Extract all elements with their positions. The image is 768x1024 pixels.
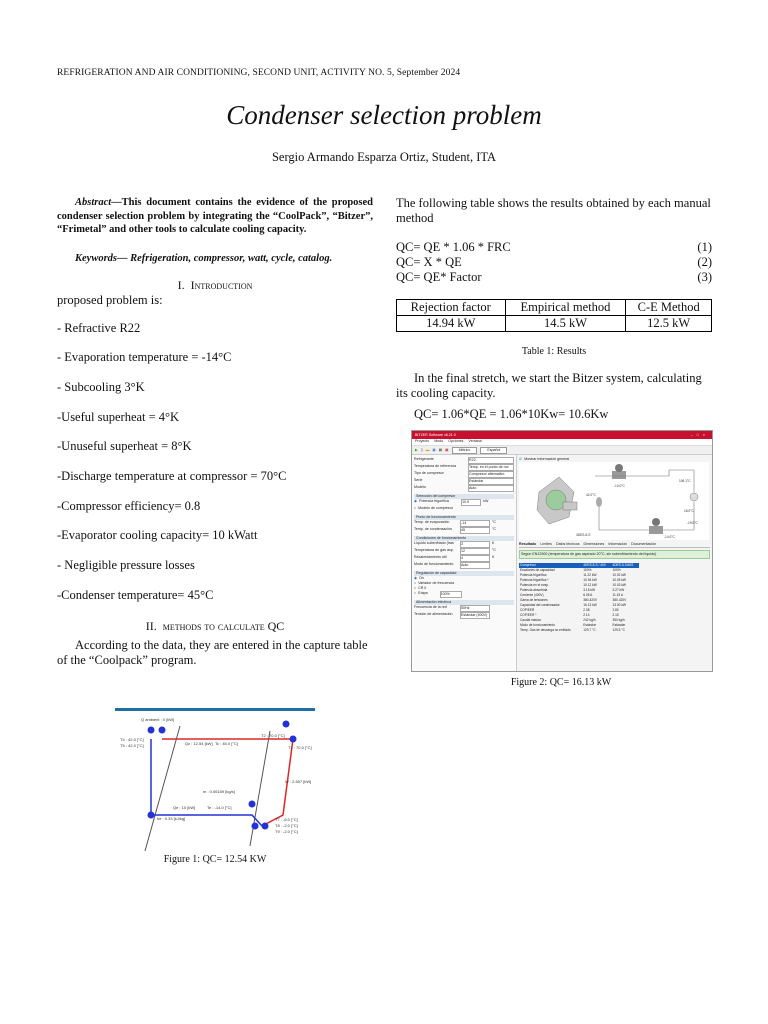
figure-2-bitzer-screenshot [411, 430, 713, 672]
result-note: Según EN12900 (temperatura de gas aspirado 20°C, sin subenfriamiento del líquido) [519, 550, 710, 559]
print-icon[interactable]: ▤ [438, 447, 443, 452]
table-cell: 380-420V [583, 598, 598, 602]
table-cell: COP/EER [520, 608, 535, 612]
field-row [414, 464, 514, 471]
label-tc: Tc : 45.0 [°C] [215, 741, 238, 746]
problem-item: -Unuseful superheat = 8°K [57, 439, 192, 454]
table-cell: 100% [583, 568, 592, 572]
table-row [519, 628, 639, 633]
table-cell: 10.03 kW [612, 583, 626, 587]
table-cell: Potencia absorbida [520, 588, 548, 592]
evaporator-icon [649, 526, 663, 534]
state-point-marker [252, 823, 259, 830]
run-icon[interactable]: ▶ [415, 447, 418, 452]
menu-bar [412, 439, 712, 446]
table-cell: Potencia frigorífica [520, 573, 547, 577]
table-header-cell: 4DES-5-S/40S [612, 563, 634, 567]
menu-item[interactable]: Ventana [468, 439, 482, 443]
problem-item: -Useful superheat = 4°K [57, 409, 180, 424]
group-header-compressor-selection: Selección del compresor [414, 494, 514, 499]
group-header-capacity-control: Regulación de capacidad [414, 571, 514, 576]
table-cell: Gama de tensiones [520, 598, 548, 602]
paper-title: Condenser selection problem [226, 100, 542, 130]
field-input[interactable]: Auto [460, 562, 490, 569]
intro-text: proposed problem is: [57, 292, 163, 307]
tab-2[interactable]: Datos técnicos [555, 542, 580, 546]
authors: Sergio Armando Esparza Ortiz, Student, ITA [271, 150, 497, 164]
result-tabs [519, 542, 710, 548]
open-icon[interactable]: ▬ [425, 447, 430, 452]
field-row [414, 548, 514, 555]
section-title: methods to calculate QC [162, 618, 285, 633]
radio-checked-icon[interactable]: ◉ [414, 576, 418, 580]
cycle-high-side [162, 739, 293, 826]
field-row [414, 605, 514, 612]
problem-item: - Evaporation temperature = -14°C [57, 350, 232, 365]
tab-3[interactable]: Dimensiones [583, 542, 605, 546]
results-table [396, 299, 712, 332]
table-cell: Escalones de capacidad [520, 568, 555, 572]
pdf-icon[interactable]: ▦ [445, 447, 449, 452]
state-point-marker [290, 736, 297, 743]
condenser-icon [612, 471, 626, 479]
power-fields [414, 605, 514, 619]
table-cell: 11.22 kW [583, 573, 597, 577]
table-cell: 3.15 kW [583, 588, 595, 592]
keywords-label: Keywords [75, 252, 117, 264]
table-cell: Potencia frigorífica * [520, 578, 549, 582]
field-label: Serie [414, 478, 423, 482]
label-t9: T9 : -2.0 [°C] [275, 829, 298, 834]
field-unit: °C [492, 548, 497, 552]
field-select[interactable]: R22 [468, 457, 514, 464]
problem-item: -Condenser temperature= 45°C [57, 587, 214, 602]
label-he: he : 0.33 [kJ/kg] [157, 816, 186, 821]
radio-row-capacity[interactable] [414, 499, 514, 506]
diagram-label-t6: -19.0°C [687, 521, 698, 525]
table-header-cell: Compresor [520, 563, 536, 567]
language-select[interactable]: Español [480, 447, 507, 454]
table-cell: 3.27 kW [612, 588, 625, 592]
tab-5[interactable]: Documentación [631, 542, 657, 546]
field-label: Tipo de compresor [414, 471, 444, 475]
field-unit: °C [492, 520, 497, 524]
group-header-power-supply: Alimentación eléctrica [414, 600, 514, 605]
radio-label: On [419, 576, 424, 580]
section-heading-1 [57, 278, 373, 293]
problem-item: -Compressor efficiency= 0.8 [57, 498, 201, 513]
window-controls [691, 433, 709, 438]
table-cell: 10.05 kW [612, 578, 626, 582]
field-input[interactable]: 50Hz [460, 605, 490, 612]
table-cell: COP/EER * [520, 613, 537, 617]
field-label: Modelo [414, 485, 426, 489]
table-cell: 350 kg/h [612, 618, 625, 622]
menu-item[interactable]: Proyecto [415, 439, 430, 443]
units-select[interactable]: Métrico [452, 447, 478, 454]
problem-item: - Negligible pressure losses [57, 558, 195, 572]
section2-text: According to the data, they are entered in the capture table of the “Coolpack” program. [57, 637, 368, 667]
section-title: Introduction [190, 277, 253, 292]
diagram-label-t3: 42.0°C [586, 493, 596, 497]
equation-3 [396, 270, 712, 285]
field-row [414, 612, 514, 619]
table-cell: Temp. Gas de descarga no enfriado [520, 628, 571, 632]
new-icon[interactable]: ▯ [420, 447, 423, 452]
figure-1-coolpack-diagram [115, 708, 315, 851]
table-cell: Potencia en el evap. [520, 583, 549, 587]
radio-row[interactable] [414, 591, 514, 598]
table-cell: 16.13 kW [583, 603, 597, 607]
field-label: Frecuencia de la red [414, 605, 447, 609]
problem-item: -Evaporator cooling capacity= 10 kWatt [57, 528, 258, 543]
tab-1[interactable]: Límites [540, 542, 552, 546]
table-cell: Modo de funcionamiento [520, 623, 555, 627]
field-unit: K [492, 555, 495, 559]
refrigeration-circuit-diagram [519, 462, 709, 540]
figure-2-caption: Figure 2: QC= 16.13 kW [510, 677, 612, 688]
table-cell: 14.5 kW [505, 316, 626, 332]
label-t7: T7 : -6.0 [°C] [275, 817, 298, 822]
field-label: Temperatura de gas asp. [414, 548, 454, 552]
equation-expr: QC= QE * 1.06 * FRC [396, 240, 511, 254]
field-input[interactable]: Estándar (400V) [460, 612, 490, 619]
table-cell: 129.7 °C [583, 628, 596, 632]
receiver-icon [596, 497, 602, 507]
state-point-marker [148, 812, 155, 819]
condition-fields [414, 541, 514, 569]
label-t5: T5 : 42.0 [°C] [120, 743, 144, 748]
table-cell: 6.05 A [583, 593, 593, 597]
table-cell: 100% [612, 568, 621, 572]
radio-label: Variador de frecuencia [418, 581, 455, 585]
table-cell: 242 kg/h [583, 618, 596, 622]
label-q-ambient: Q ambient : 0 [kW] [141, 717, 175, 722]
table-cell: 10.02 kW [612, 573, 626, 577]
checkbox-label: Mostrar Información general [524, 457, 570, 461]
radio-unchecked-icon[interactable]: ○ [414, 506, 417, 510]
problem-item: - Subcooling 3°K [57, 379, 145, 394]
field-row [414, 562, 514, 569]
toolbar [412, 446, 712, 455]
table-header-row [397, 300, 712, 316]
table-header-cell: Rejection factor [397, 300, 506, 316]
radio-unchecked-icon[interactable]: ○ [414, 591, 417, 595]
label-te: Te : -14.0 [°C] [207, 805, 232, 810]
gauge-icon [690, 493, 698, 501]
field-input[interactable]: -14 [460, 520, 490, 527]
table-cell: Estándar [612, 623, 626, 627]
minimize-icon[interactable]: – [690, 432, 697, 437]
state-point-marker [283, 721, 290, 728]
state-point-marker [262, 823, 269, 830]
table-cell: 129.5 °C [612, 628, 625, 632]
field-label: Temp. de evaporación [414, 520, 450, 524]
parameter-panel [412, 455, 517, 671]
table-cell: 10.12 kW [583, 583, 597, 587]
running-header: REFRIGERATION AND AIR CONDITIONING, SECOND UNIT, ACTIVITY NO. 5, September 2024 [57, 68, 461, 78]
field-label: Modo de funcionamiento [414, 562, 454, 566]
table-cell: 11.15 A [612, 593, 624, 597]
section-heading-2 [57, 619, 373, 634]
field-label: Refrigerante [414, 457, 434, 461]
equation-2 [396, 255, 712, 270]
equation-number: (2) [697, 255, 712, 269]
equation-expr: QC= QE* Factor [396, 270, 482, 284]
state-point-marker [148, 727, 155, 734]
problem-list [57, 321, 373, 603]
field-select[interactable]: Auto [468, 485, 514, 492]
field-input[interactable]: 3 [460, 541, 490, 548]
table-cell: Estándar [583, 623, 597, 627]
field-row [414, 520, 514, 527]
table-header-cell: Empirical method [505, 300, 626, 316]
field-unit: °C [492, 527, 497, 531]
capacity-unit: kW [483, 499, 489, 503]
field-row [414, 541, 514, 548]
field-row [414, 471, 514, 478]
evaporator-fan-icon [652, 518, 660, 526]
field-input[interactable]: 100% [440, 591, 462, 598]
bitzer-equation: QC= 1.06*QE = 1.06*10Kw= 10.6Kw [414, 407, 609, 421]
field-select[interactable]: Temp. en el punto de roc [468, 464, 514, 471]
table-cell: 2.15 [612, 613, 619, 617]
equation-number: (1) [697, 240, 712, 254]
ph-diagram [115, 711, 315, 851]
window-body [412, 455, 712, 671]
field-select[interactable]: Compresor alternativo [468, 471, 514, 478]
radio-checked-icon[interactable]: ◉ [414, 499, 418, 503]
state-point-marker [249, 801, 256, 808]
menu-item[interactable]: Modo [434, 439, 444, 443]
table-cell: 380-420V [612, 598, 627, 602]
state-point-marker [159, 727, 166, 734]
keywords [57, 251, 373, 266]
table-cell: Corriente (400V) [520, 593, 544, 597]
menu-item[interactable]: Opciones [448, 439, 464, 443]
field-label: Temp. de condensación [414, 527, 452, 531]
table-caption: Table 1: Results [521, 346, 587, 357]
table-cell: 2.14 [583, 613, 590, 617]
field-row [414, 485, 514, 492]
table-header-cell: 4DES-5-S / 400 [583, 563, 606, 567]
compressor-head [563, 502, 577, 510]
equation-expr: QC= X * QE [396, 255, 462, 269]
capacity-control-options [414, 576, 514, 598]
radio-label: Modelo de compresor [418, 506, 453, 510]
label-qe: Qe : 10 [kW] [173, 805, 196, 810]
table-cell: Caudal másico [520, 618, 542, 622]
table-row [397, 316, 712, 332]
abstract [57, 196, 373, 237]
capacity-input[interactable]: 10.0 [461, 499, 481, 506]
left-column [57, 196, 373, 668]
label-t1: T1 : 70.0 [°C] [288, 745, 312, 750]
field-label: Tensión de alimentación [414, 612, 453, 616]
window-title: BITZER Software v6.21.0 [415, 432, 456, 437]
field-row [414, 457, 514, 464]
condenser-fan-icon [615, 464, 623, 472]
window-titlebar [412, 431, 712, 439]
field-row [414, 555, 514, 562]
table-header-cell: C-E Method [626, 300, 712, 316]
abstract-text: —This document contains the evidence of the proposed condenser selection problem by integrating the “CoolPack”, “Bitzer”, “Frimetal” and other tools to calculate cooling capacity. [57, 197, 373, 235]
table-cell: 10.94 kW [583, 578, 597, 582]
cycle-low-side [151, 739, 262, 826]
table-cell: Capacidad del condensador [520, 603, 560, 607]
label-qc: Qc : 12.54 [kW] [185, 741, 213, 746]
label-t8: T8 : -2.0 [°C] [275, 823, 298, 828]
problem-item: -Discharge temperature at compressor = 70°C [57, 468, 287, 483]
field-input[interactable]: 45 [460, 527, 490, 534]
table-cell: 12.5 kW [626, 316, 712, 332]
table-cell: 14.94 kW [397, 316, 506, 332]
equation-number: (3) [697, 270, 712, 284]
field-label: Temperatura de referencia [414, 464, 457, 468]
tab-4[interactable]: Información [608, 542, 628, 546]
field-label: Recalentamiento útil [414, 555, 447, 559]
field-row [414, 527, 514, 534]
equation-1 [396, 240, 712, 255]
diagram-label-t5: -14.0°C [664, 535, 675, 539]
radio-row-model[interactable] [414, 506, 514, 511]
radio-unchecked-icon[interactable]: ○ [414, 586, 417, 590]
field-row [414, 478, 514, 485]
general-fields [414, 457, 514, 492]
group-header-operating-point: Punto de funcionamiento [414, 515, 514, 520]
field-select[interactable]: Estándar [468, 478, 514, 485]
label-w: W : 2.557 [kW] [285, 779, 312, 784]
results-intro: The following table shows the results obtained by each manual method [396, 196, 711, 225]
diagram-label-t1: -10.0°C [614, 484, 625, 488]
compressor-model-label: 4DES-5-S [576, 533, 591, 537]
section-number: I. [177, 277, 185, 292]
radio-unchecked-icon[interactable]: ○ [414, 581, 417, 585]
checkbox-checked-icon[interactable]: ☑ [519, 457, 523, 461]
table-cell: 2.80 [612, 608, 619, 612]
diagram-label-t4: 18.0°C [684, 509, 694, 513]
field-unit: K [492, 541, 495, 545]
field-input[interactable]: 4 [460, 555, 490, 562]
label-t2: T2 : 70.0 [°C] [261, 733, 285, 738]
equations [396, 240, 712, 285]
maximize-icon[interactable]: □ [696, 432, 703, 437]
table-cell: 2.38 [583, 608, 590, 612]
save-icon[interactable]: ▣ [432, 447, 436, 452]
problem-item: - Refractive R22 [57, 320, 141, 335]
radio-label: Etapa [418, 591, 428, 595]
figure-1-caption: Figure 1: QC= 12.54 KW [163, 854, 267, 865]
abstract-label: Abstract [75, 197, 112, 208]
radio-label: CR II [418, 586, 427, 590]
close-icon[interactable]: × [702, 432, 709, 437]
keywords-text: — Refrigeration, compressor, watt, cycle, catalog. [117, 252, 333, 264]
radio-label: Potencia frigorífica [419, 499, 449, 503]
content-panel [517, 455, 712, 671]
field-input[interactable]: 12 [460, 548, 490, 555]
bitzer-text: In the final stretch, we start the Bitzer system, calculating its cooling capacity. [396, 371, 702, 400]
group-header-conditions: Condiciones de funcionamiento [414, 536, 514, 541]
section-number: II. [145, 618, 157, 633]
operating-point-fields [414, 520, 514, 534]
diagram-label-t2: 106.1°C [679, 479, 691, 483]
label-m: m : 0.06159 [kg/s] [203, 789, 235, 794]
label-t4: T4 : 42.0 [°C] [120, 737, 144, 742]
tab-0[interactable]: Resultado [519, 542, 537, 546]
bitzer-results-table [519, 563, 639, 633]
right-column [396, 196, 712, 422]
field-label: Líquido subenfriado (tras [414, 541, 454, 545]
table-cell: 13.00 kW [612, 603, 626, 607]
